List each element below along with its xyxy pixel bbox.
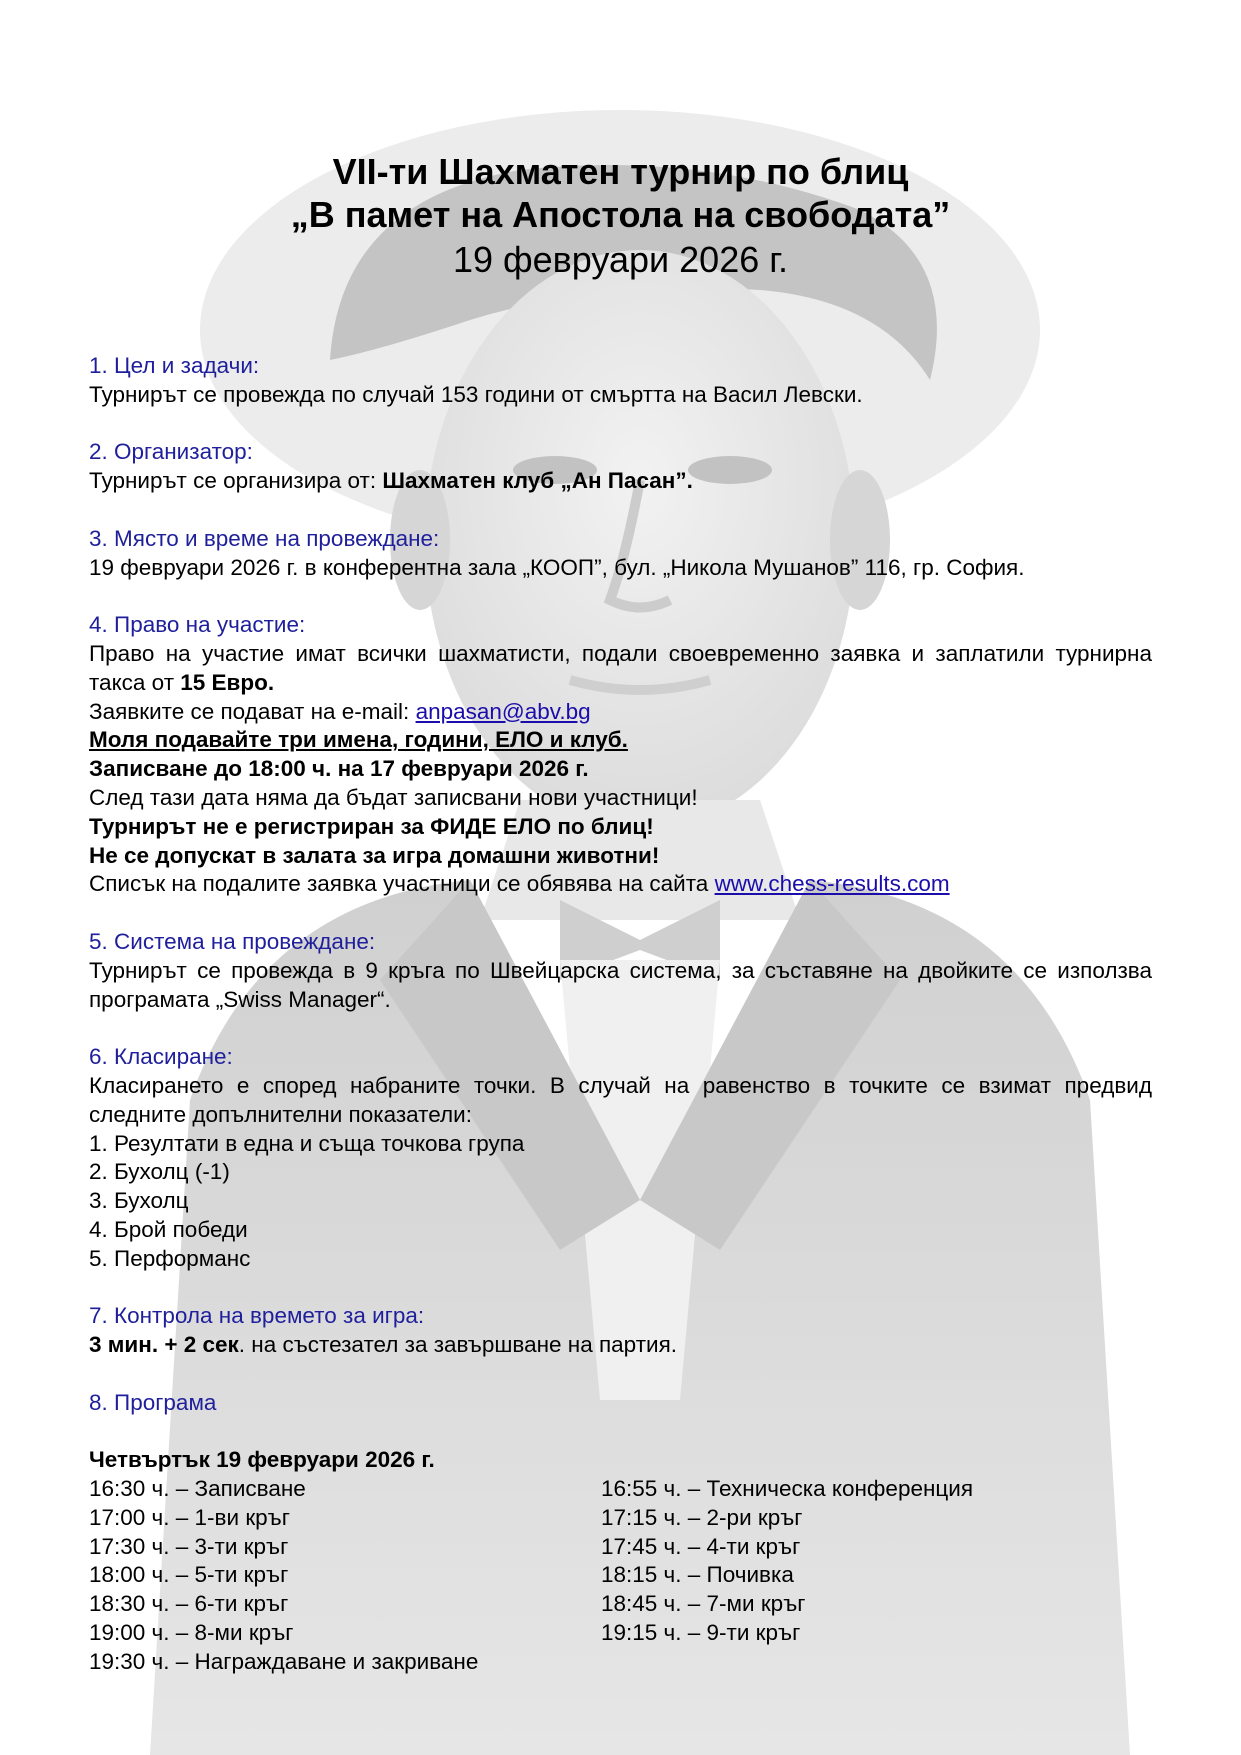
registration-note: Моля подавайте три имена, години, ЕЛО и клуб. (89, 727, 628, 753)
section-heading: 3. Място и време на провеждане: (89, 525, 440, 551)
section-heading: 5. Система на провеждане: (89, 928, 376, 954)
schedule-item: 18:45 ч. – 7-ми кръг (601, 1591, 806, 1617)
schedule-item: 17:15 ч. – 2-ри кръг (601, 1504, 803, 1530)
list-item: 4. Брой победи (89, 1216, 248, 1242)
section-goal (89, 352, 1152, 410)
late-registration-note: След тази дата няма да бъдат записвани нови участници! (89, 784, 698, 810)
organizer-text: Турнирът се организира от: (89, 468, 383, 494)
section-heading: 1. Цел и задачи: (89, 353, 260, 378)
schedule-item: 18:30 ч. – 6-ти кръг (89, 1591, 289, 1617)
document-title (0, 150, 1241, 283)
section-text (89, 1331, 1152, 1360)
schedule-item: 19:30 ч. – Награждаване и закриване (89, 1648, 479, 1674)
schedule-item: 18:00 ч. – 5-ти кръг (89, 1562, 289, 1588)
section-heading: 4. Право на участие: (89, 612, 306, 638)
title-line-2: „В памет на Апостола на свободата” (290, 194, 951, 235)
schedule-item: 17:30 ч. – 3-ти кръг (89, 1533, 289, 1559)
participation-text-end: . (267, 669, 275, 695)
list-item: 5. Перформанс (89, 1245, 251, 1271)
schedule-item: 16:30 ч. – Записване (89, 1476, 306, 1502)
participants-list-line (89, 870, 1152, 899)
title-date: 19 февруари 2026 г. (452, 239, 788, 280)
section-heading: 7. Контрола на времето за игра: (89, 1303, 425, 1329)
section-system (89, 928, 1152, 1014)
section-text (89, 467, 1152, 496)
list-item: 1. Резултати в една и съща точкова група (89, 1130, 525, 1156)
section-text: 19 февруари 2026 г. в конферентна зала „КООП”, бул. „Никола Мушанов” 116, гр. София. (89, 554, 1025, 580)
section-organizer (89, 438, 1152, 496)
email-line (89, 698, 1152, 727)
time-control-value: 3 мин. + 2 сек (89, 1332, 239, 1358)
email-label: Заявките се подават на e-mail: (89, 698, 416, 724)
section-participation (89, 611, 1152, 899)
program-day: Четвъртък 19 февруари 2026 г. (89, 1447, 435, 1473)
time-control-text: . на състезател за завършване на партия. (238, 1332, 678, 1358)
schedule-item: 17:00 ч. – 1-ви кръг (89, 1504, 290, 1530)
fee-amount: 15 Евро (180, 669, 268, 695)
section-text: Турнирът се провежда по случай 153 години от смъртта на Васил Левски. (89, 381, 863, 407)
participation-text (89, 640, 1152, 698)
schedule-item: 17:45 ч. – 4-ти кръг (601, 1533, 801, 1559)
participation-text-main: Право на участие имат всички шахматисти, подали своевременно заявка и заплатили турнирна такса от (89, 640, 1152, 695)
section-ranking (89, 1043, 1152, 1273)
fide-note: Турнирът не е регистриран за ФИДЕ ЕЛО по блиц! (89, 813, 654, 839)
list-item: 3. Бухолц (89, 1188, 189, 1214)
section-heading: 8. Програма (89, 1389, 217, 1415)
section-time-control (89, 1302, 1152, 1360)
schedule-item: 19:00 ч. – 8-ми кръг (89, 1620, 294, 1646)
title-line-1: VII-ти Шахматен турнир по блиц (332, 151, 909, 192)
schedule-item: 19:15 ч. – 9-ти кръг (601, 1620, 801, 1646)
schedule-item: 18:15 ч. – Почивка (601, 1562, 794, 1588)
program-schedule (89, 1475, 1152, 1677)
pets-note: Не се допускат в залата за игра домашни животни! (89, 842, 660, 868)
section-place (89, 525, 1152, 583)
participants-list-text: Списък на подалите заявка участници се обявява на сайта (89, 871, 715, 897)
list-item: 2. Бухолц (-1) (89, 1159, 230, 1185)
section-program (89, 1389, 1152, 1677)
schedule-column-right (601, 1475, 1152, 1677)
section-heading: 2. Организатор: (89, 439, 253, 465)
section-text: Турнирът се провежда в 9 кръга по Швейцарска система, за съставяне на двойките се използва програмата „Swiss Manager“. (89, 957, 1152, 1012)
schedule-item: 16:55 ч. – Техническа конференция (601, 1476, 974, 1502)
chess-results-link[interactable]: www.chess-results.com (714, 871, 950, 897)
email-link[interactable]: anpasan@abv.bg (415, 698, 591, 724)
section-heading: 6. Класиране: (89, 1044, 233, 1070)
schedule-column-left (89, 1475, 601, 1677)
section-text: Класирането е според набраните точки. В случай на равенство в точките се взимат предвид следните допълнителни показатели: (89, 1072, 1152, 1127)
registration-deadline: Записване до 18:00 ч. на 17 февруари 2026 г. (89, 756, 589, 782)
document-body (89, 352, 1152, 1677)
organizer-name: Шахматен клуб „Ан Пасан”. (382, 468, 693, 494)
